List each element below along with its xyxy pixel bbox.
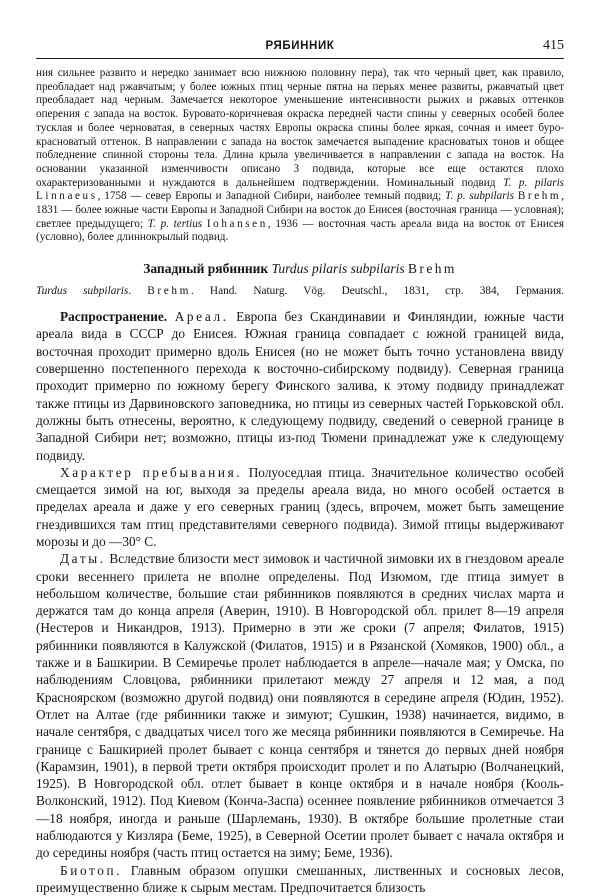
paragraph-dates [36, 550, 564, 861]
paragraph-text: Главным образом опушки смешанных, лиственных и сосновых лесов, преимущественно ближе к сырым местам. Предпочитается близость [36, 862, 564, 895]
running-head [36, 38, 564, 59]
page [36, 38, 564, 896]
section-title-author: Brehm [408, 261, 457, 277]
author-name: Linnaeus [36, 190, 98, 203]
continuation-text: , 1831 — более южные части Европы и Западной Сибири на восток до Енисея (восточная граница — условная); светлее предыдущего; [36, 190, 564, 230]
page-number: 415 [543, 38, 564, 53]
subheading-range: Ареал. [174, 309, 229, 325]
continuation-text: , 1758 — север Европы и Западной Сибири, наиболее темный подвид; [97, 190, 446, 203]
running-title: РЯБИННИК [265, 40, 335, 52]
synonym-author: Brehm [147, 285, 191, 298]
continuation-paragraph [36, 67, 564, 245]
paragraph-biotope [36, 862, 564, 896]
subspecies-name: T. p. tertius [147, 217, 203, 230]
section-title-species: Turdus pilaris subpilaris [271, 261, 405, 277]
continuation-text: ния сильнее развито и нередко занимает всю нижнюю половину пера), так что черный цвет, как правило, преобладает над ржавчатым; у более южных птиц черные пятна на перьях менее развиты, ржавчатый цвет преобладает над черным. Замечается некоторое уменьшение интенсивности рыжих и ржавых оттенков оперения с запада на восток. Буровато-коричневая окраска передней части спины у северных особей более тусклая и более черноватая, в северных частях Европы окраска спины более яркая, сочная и имеет буро-красноватый оттенок. В направлении с запада на восток замечается выпадение красноватых тонов и общее побледнение спинной стороны тела. Длина крыла увеличивается в направлении с запада на восток. На основании указанной изменчивости описано 3 подвида, которые все еще остаются плохо охарактеризованными и нуждаются в дальнейшем подтверждении. Номинальный подвид [36, 67, 564, 189]
continuation-text: , 1936 — восточная часть ареала вида на восток от Енисея (условно), более длиннокрылый подвид. [36, 217, 564, 244]
synonym-citation: Turdus subpilaris. Brehm. Hand. Naturg. Vög. Deutschl., 1831, стр. 384, Германия. [36, 285, 564, 298]
heading-biotope: Биотоп. [60, 862, 123, 878]
continuation-block [36, 67, 564, 245]
author-name: Iohansen [206, 217, 268, 230]
subspecies-name: T. p. pilaris [503, 176, 564, 189]
subspecies-name: T. p. subpilaris [445, 190, 514, 203]
synonym-reference: . Hand. Naturg. Vög. Deutschl., 1831, стр. 384, Германия. [190, 285, 564, 298]
heading-distribution: Распространение. [60, 309, 168, 325]
paragraph-residence [36, 464, 564, 550]
heading-dates: Даты. [60, 551, 106, 567]
main-text [36, 308, 564, 896]
paragraph-text: Полуоседлая птица. Значительное количество особей смещается зимой на юг, выходя за пределы ареала вида, но много особей остается в пределах ареала и даже у его северных границ (здесь, впрочем, может быть замещение гнездившихся там птиц представителями северного подвида). Зимой птицы выдерживают морозы и до —30° С. [36, 464, 564, 549]
paragraph-text: Вследствие близости мест зимовок и частичной зимовки их в гнездовом ареале сроки весеннего прилета не вполне определены. Под Изюмом, где птица зимует в небольшом количестве, большие стаи рябинников появляются в средних числах марта и держатся там до конца апреля (Аверин, 1910). В Новгородской обл. прилет 8—19 апреля (Нестеров и Никандров, 1913). Примерно в эти же сроки (7 апреля; Филатов, 1915) рябинники появляются в Калужской (Филатов, 1915) и в Рязанской (Хомяков, 1900) обл., а также и в Башкирии. В Семиречье пролет наблюдается в апреле—начале мая; у Омска, по наблюдениям Словцова, рябинники прилетают между 27 апреля и 12 мая, а под Красноярском (возможно другой подвид) они появляются в середине апреля (Юдин, 1952). Отлет на Алтае (где рябинники также и зимуют; Сушкин, 1938) начинается, видимо, в начале сентября, с двадцатых чисел того же месяца рябинники появляются в Семиречье. На границе с Башкирией пролет бывает с конца сентября и тянется до первых дней ноября (Карамзин, 1901), в первой трети октября происходит пролет и по Алатырю (Волчанецкий, 1925). В Новгородской обл. отлет бывает в конце октября и в начале ноября (Кооль-Волконский, 1912). Под Киевом (Конча-Заспа) осеннее появление рябинников отмечается 3—18 ноября, иногда и раньше (Шарлемань, 1930). В октябре большие пролетные стаи наблюдаются у Кизляра (Беме, 1925), в Северной Осетии пролет бывает с начала октября и до середины ноября (часть птиц остается на зиму; Беме, 1936). [36, 551, 564, 861]
section-title-lead: Западный рябинник [143, 261, 272, 277]
paragraph-text: Европа без Скандинавии и Финляндии, южные части ареала вида в СССР до Енисея. Южная граница совпадает с южной границей вида, восточная проходит примерно вдоль Енисея (но не может быть точно установлена ввиду совершенно постепенного перехода к восточно-сибирскому подвиду). Северная граница проходит примерно по южному берегу Финского залива, к этому подвиду принадлежат также птицы из Дарвиновского заповедника, но птицы из северных частей Горьковской обл. должны быть отнесены, вероятно, к следующему подвиду, сведений о северной границе в Западной Сибири нет; возможно, птицы из-под Тюмени принадлежат уже к следующему подвиду. [36, 309, 564, 463]
heading-residence: Характер пребывания. [60, 464, 243, 480]
section-title [36, 261, 564, 277]
author-name: Brehm [517, 190, 562, 203]
synonym-name: Turdus subpilaris [36, 285, 129, 298]
paragraph-distribution [36, 308, 564, 464]
